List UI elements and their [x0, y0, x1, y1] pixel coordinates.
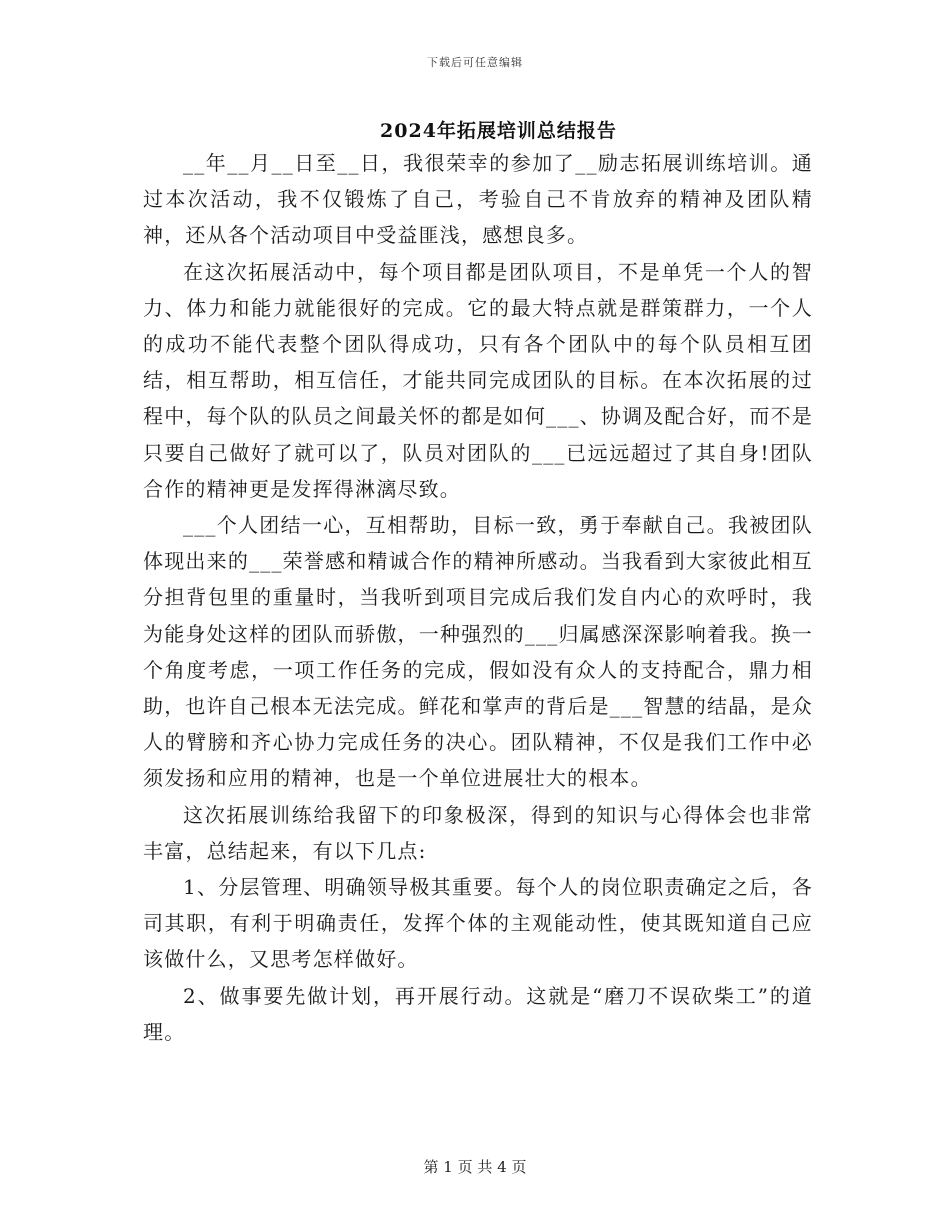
- paragraph-summary-intro: 这次拓展训练给我留下的印象极深，得到的知识与心得体会也非常丰富，总结起来，有以下几点:: [143, 802, 813, 863]
- paragraph-intro: __年__月__日至__日，我很荣幸的参加了__励志拓展训练培训。通过本次活动，我不仅锻炼了自己，考验自己不肯放弃的精神及团队精神，还从各个活动项目中受益匪浅，感想良多。: [143, 151, 813, 248]
- page-number-footer: 第 1 页 共 4 页: [423, 1158, 527, 1176]
- paragraph-point-1: 1、分层管理、明确领导极其重要。每个人的岗位职责确定之后，各司其职，有利于明确责任，发挥个体的主观能动性，使其既知道自己应该做什么，又思考怎样做好。: [143, 875, 813, 972]
- document-title: 2024年拓展培训总结报告: [380, 120, 617, 142]
- document-body: [143, 145, 813, 1050]
- paragraph-point-2: 2、做事要先做计划，再开展行动。这就是“磨刀不误砍柴工”的道理。: [143, 983, 813, 1044]
- page-header-note: 下载后可任意编辑: [427, 56, 523, 69]
- paragraph-team-projects: 在这次拓展活动中，每个项目都是团队项目，不是单凭一个人的智力、体力和能力就能很好的完成。它的最大特点就是群策群力，一个人的成功不能代表整个团队得成功，只有各个团队中的每个队员相互团结，相互帮助，相互信任，才能共同完成团队的目标。在本次拓展的过程中，每个队的队员之间最关怀的都是如何___、协调及配合好，而不是只要自己做好了就可以了，队员对团队的___已远远超过了其自身!团队合作的精神更是发挥得淋漓尽致。: [143, 259, 813, 501]
- paragraph-team-spirit: ___个人团结一心，互相帮助，目标一致，勇于奉献自己。我被团队体现出来的___荣誉感和精诚合作的精神所感动。当我看到大家彼此相互分担背包里的重量时，当我听到项目完成后我们发自内心的欢呼时，我为能身处这样的团队而骄傲，一种强烈的___归属感深深影响着我。换一个角度考虑，一项工作任务的完成，假如没有众人的支持配合，鼎力相助，也许自己根本无法完成。鲜花和掌声的背后是___智慧的结晶，是众人的臂膀和齐心协力完成任务的决心。团队精神，不仅是我们工作中必须发扬和应用的精神，也是一个单位进展壮大的根本。: [143, 513, 813, 791]
